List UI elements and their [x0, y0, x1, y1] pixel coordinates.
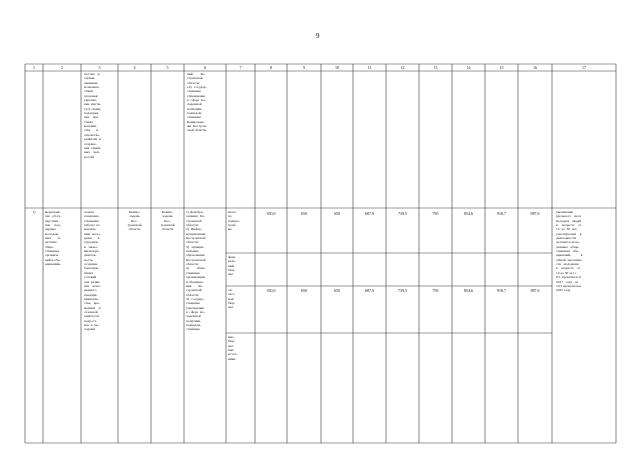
- source-total: итого по подпро- грам- ме: [228, 210, 240, 232]
- regional-value-1: 350,0: [266, 288, 276, 293]
- col-header-5: 5: [166, 65, 169, 70]
- total-value-8: 918,7: [497, 211, 506, 216]
- continued-task-text: ностью и ограни- ченными возможно- стями здоровья; укрепле- ние инсти- тута семьи, поддержа- ние пре- стижа материн- ства и отцовства, развитие и сохране- ние семей- ных цен- ностей: [84, 72, 102, 159]
- col-header-7: 7: [239, 65, 242, 70]
- col-header-8: 8: [270, 65, 272, 70]
- col-header-3: 3: [98, 65, 101, 70]
- col-header-11: 11: [367, 65, 372, 70]
- col-header-12: 12: [400, 65, 405, 70]
- col-header-9: 9: [303, 65, 305, 70]
- co-executors: 1) Депобра- зования Ко- стромской области; 2) Инфор- муправление Костромской области; 3) муници- пальные образования Костромской области; 4) обще- ственные организации и объедине- ния Ко- стромской области; 5) государ- ственные учреждения в сфере мо- лодежной политики, подведом- ственные: [186, 210, 206, 332]
- col-header-1: 1: [33, 65, 35, 70]
- regional-value-4: 687,9: [365, 288, 374, 293]
- expected-result: увеличение удельного веса молодых людей в возрасте от 14 до 30 лет, участвующих в деятельности детских и моло- дежных обще- ственных объ- единений, в общей численно- сти молодежи в возрасте от 14 до 30 лет с 6,5 процентов в 2017 году до 10,5 процентов в 2025 году: [556, 210, 583, 293]
- regional-value-8: 918,7: [497, 288, 506, 293]
- source-regional: об- ласт- ной бюд- жет: [228, 288, 236, 310]
- col-header-15: 15: [499, 65, 504, 70]
- continued-executors-text: ний Ко- стромской области; 12) государ- ственные учреждения в сфере мо- лодежной политики, подведом- ственные Коммолоде- жи Костром- ской области: [187, 72, 207, 133]
- col-header-14: 14: [466, 65, 471, 70]
- regional-value-5: 739,5: [398, 288, 407, 293]
- total-value-3: 650: [334, 211, 340, 216]
- col-header-17: 17: [582, 65, 586, 70]
- regional-value-3: 650: [334, 288, 340, 293]
- col-header-6: 6: [204, 65, 206, 70]
- regional-value-6: 795: [432, 288, 439, 293]
- col-header-16: 16: [533, 65, 537, 70]
- chief-administrator: Коммо- лодежь Кос- тромской области: [160, 210, 175, 232]
- total-value-1: 350,0: [266, 211, 276, 216]
- source-offbudget: вне- бюд- жет- ные источ- ники: [228, 335, 238, 361]
- total-value-6: 795: [432, 211, 439, 216]
- row-number: 1): [32, 210, 36, 214]
- source-federal: феде- раль- ный бюд- жет: [228, 255, 237, 277]
- col-header-10: 10: [335, 65, 339, 70]
- total-value-5: 739,5: [398, 211, 407, 216]
- regional-value-2: 650: [301, 288, 307, 293]
- regional-value-9: 987,6: [530, 288, 540, 293]
- responsible-executor: Коммо- лодежь Кос- тромской области: [127, 210, 142, 232]
- page-number: 9: [316, 32, 320, 40]
- total-value-4: 687,9: [365, 211, 374, 216]
- regional-value-7: 854,6: [464, 288, 473, 293]
- col-header-4: 4: [133, 65, 136, 70]
- activity-name: мероприя- тие «Госу- дарствен- ная под- держка молодеж- ных и детских обще- ственных организа- ций и объ- единений»: [45, 210, 62, 267]
- total-value-2: 650: [301, 211, 307, 216]
- total-value-7: 854,6: [464, 211, 473, 216]
- col-header-2: 2: [61, 65, 63, 70]
- col-header-13: 13: [433, 65, 438, 70]
- total-value-9: 987,6: [530, 211, 540, 216]
- activity-task: задача: совершен- ствование работы по вовлече- нию моло- дежи в трудовую и эконо- мическую деятель- ность, создание благопри- ятных условий для разви- тия моло- дежного предпри- нимателъ- ства, вре- менной и сезонной занятости подрост- ков и мо- лодежи: [84, 210, 102, 332]
